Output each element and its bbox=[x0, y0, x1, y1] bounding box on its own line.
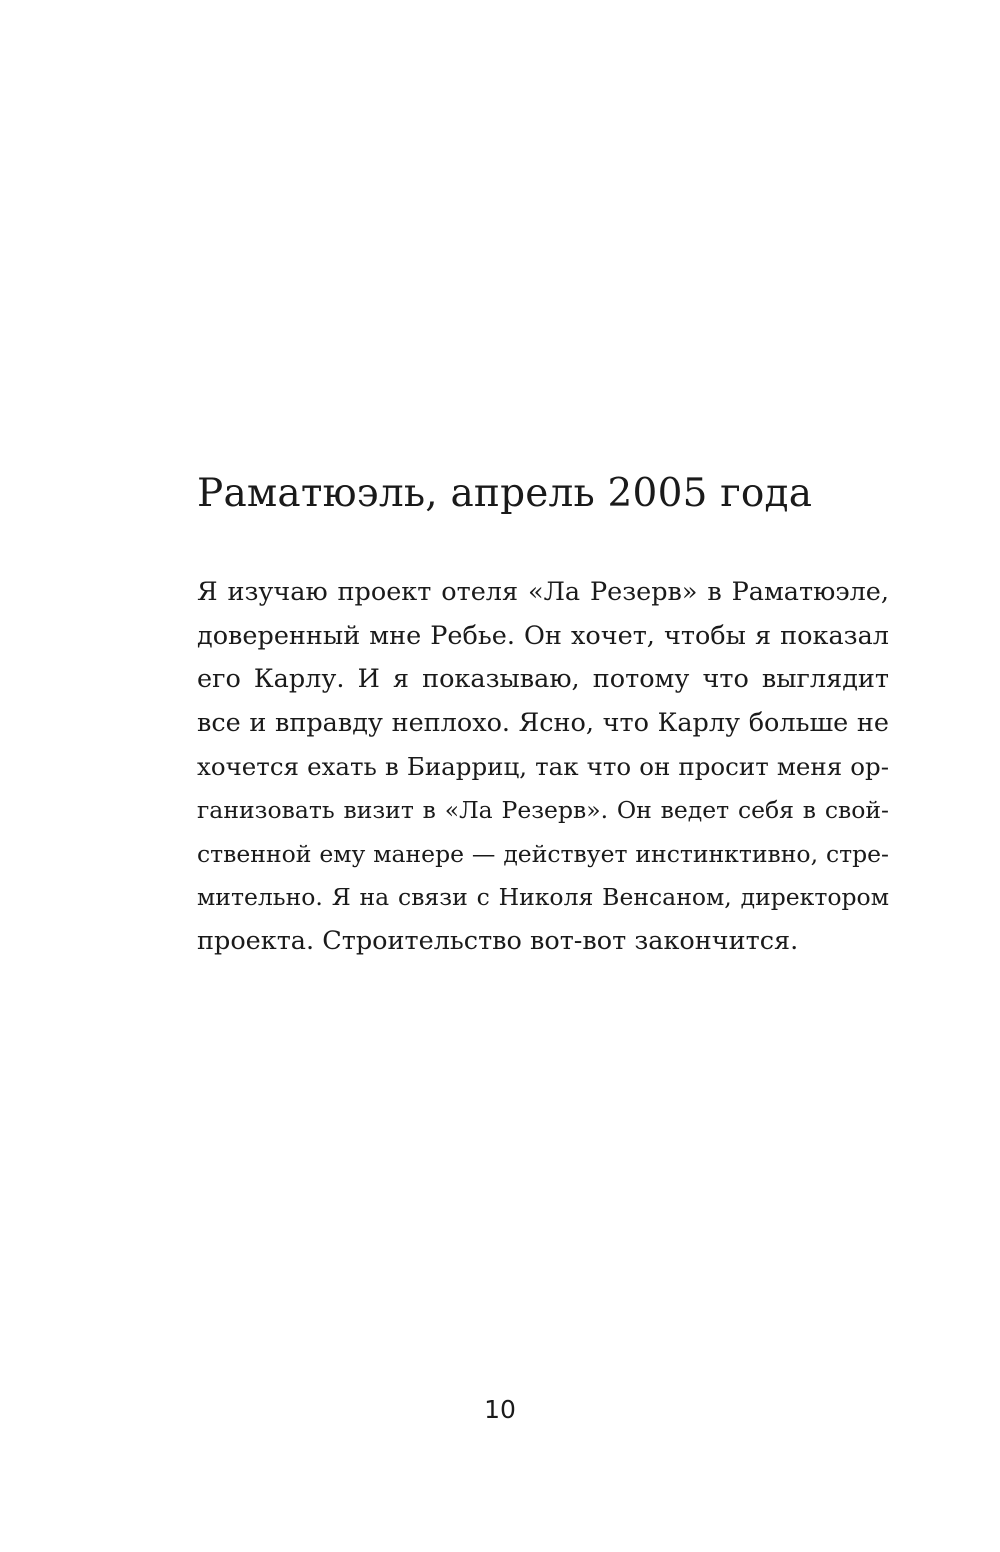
paragraph-line: проекта. Строительство вот-вот закончится. bbox=[197, 925, 799, 956]
paragraph-line: мительно. Я на связи с Николя Венсаном, директором bbox=[197, 883, 889, 912]
paragraph-line: хочется ехать в Биарриц, так что он просит меня ор- bbox=[197, 752, 889, 782]
paragraph-line: доверенный мне Ребье. Он хочет, чтобы я показал bbox=[197, 620, 889, 651]
paragraph-line: все и вправду неплохо. Ясно, что Карлу больше не bbox=[197, 707, 889, 738]
paragraph-line: Я изучаю проект отеля «Ла Резерв» в Раматюэле, bbox=[197, 577, 889, 607]
body-paragraph bbox=[197, 571, 889, 963]
chapter-heading: Раматюэль, апрель 2005 года bbox=[197, 471, 813, 516]
paragraph-line: ственной ему манере — действует инстинктивно, стре- bbox=[197, 839, 889, 868]
paragraph-line: его Карлу. И я показываю, потому что выглядит bbox=[197, 664, 889, 695]
page-number: 10 bbox=[484, 1395, 516, 1424]
paragraph-line: ганизовать визит в «Ла Резерв». Он ведет себя в свой- bbox=[197, 795, 889, 824]
